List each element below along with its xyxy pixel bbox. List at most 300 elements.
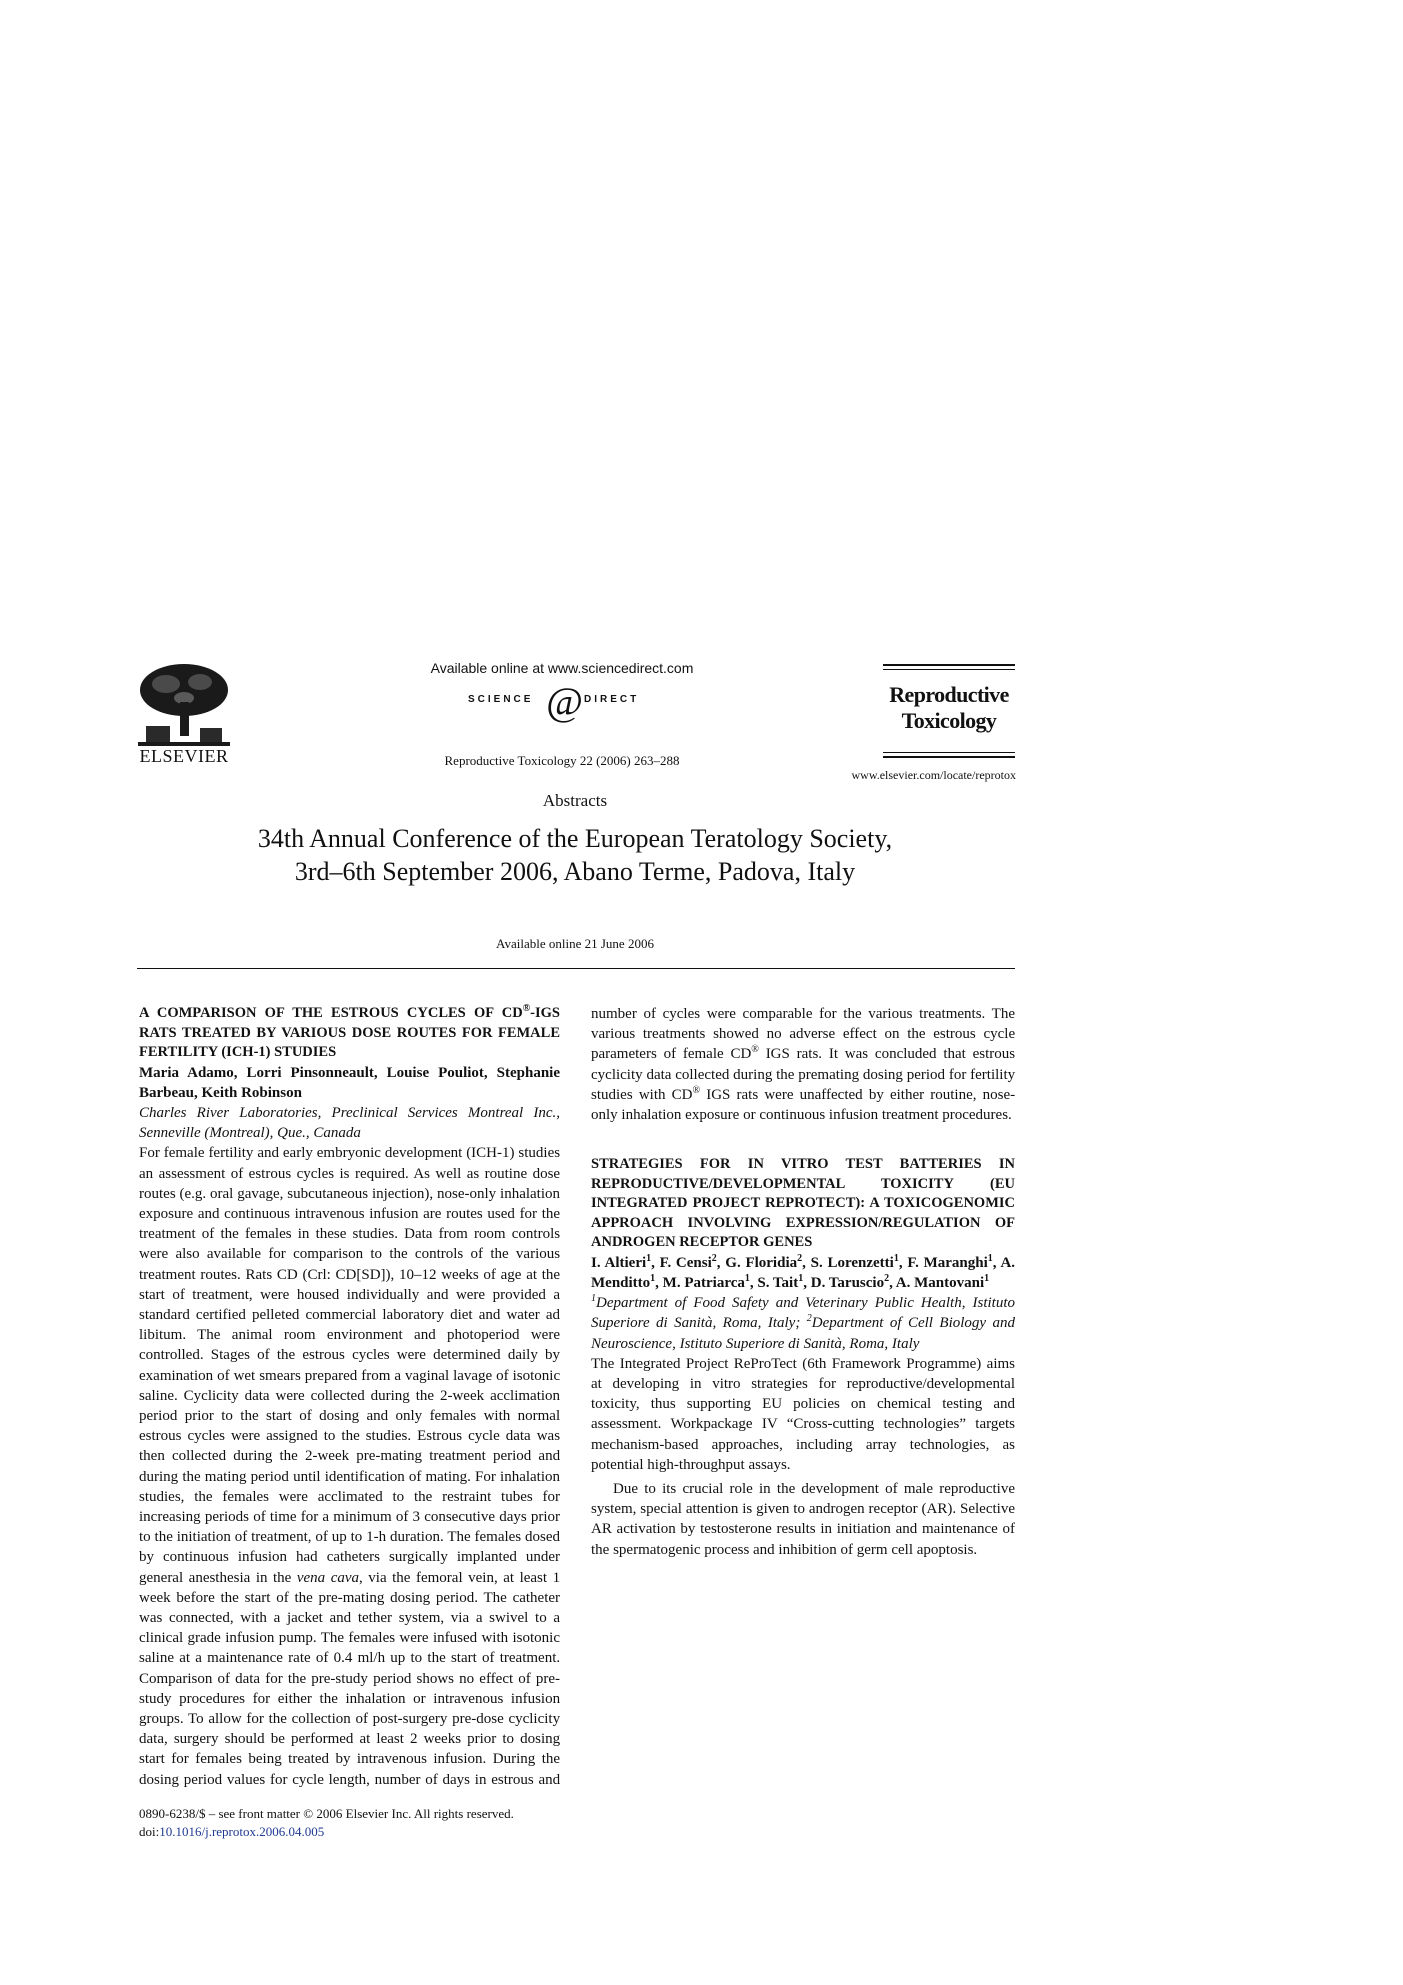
author-name: S. Lorenzetti <box>810 1254 894 1271</box>
abstract-1-body-text <box>436 1327 447 1343</box>
abstract-1-body-text: anesthesia <box>188 1569 251 1586</box>
author-affiliation-marker: 2 <box>797 1252 803 1264</box>
abstract-1-body-text: The <box>320 1630 345 1647</box>
abstract-1-body-text: least <box>519 1569 548 1586</box>
abstract-1-body-text <box>444 1610 451 1626</box>
abstract-1-body-text: studies <box>591 1086 633 1103</box>
abstract-1-body-text: were <box>706 1006 736 1022</box>
abstract-1-body-text: with <box>481 1630 509 1647</box>
author-name: G. Floridia <box>725 1254 798 1271</box>
abstract-1-body-text <box>422 1408 429 1424</box>
abstract-1-body-text: nose-only <box>437 1185 497 1202</box>
abstract-1-body-text: pre-study <box>311 1670 368 1687</box>
abstract-1-body-text: during <box>733 1066 773 1083</box>
abstract-1-body-text: for <box>519 1205 538 1222</box>
abstract-1-body-text: to <box>221 1407 233 1424</box>
abstract-1-body-text <box>318 1549 327 1565</box>
abstract-1-body-text: As <box>413 1165 430 1182</box>
author-affiliation-marker: 1 <box>987 1252 993 1264</box>
abstract-1-body-text <box>351 1610 358 1626</box>
abstract-1-body-text: were <box>764 1086 794 1103</box>
abstract-1-body-text <box>966 1046 973 1062</box>
abstract-1-body-text: exposure <box>139 1205 194 1222</box>
abstract-1-body-text: saline <box>139 1650 174 1667</box>
abstract-1-body-text: and <box>257 1145 279 1162</box>
abstract-1-body-text <box>213 1489 223 1505</box>
abstract-1-body-text: effect <box>479 1670 514 1687</box>
abstract-1-body-text: libitum. <box>139 1327 187 1344</box>
abstract-1-body-text: studies <box>518 1145 561 1162</box>
abstract-1-body-text <box>316 1327 327 1343</box>
author-separator: , <box>651 1254 660 1271</box>
abstract-1-body-text <box>406 1691 414 1707</box>
abstract-1-body-text: required. <box>354 1165 409 1182</box>
author-affiliation-marker: 1 <box>744 1272 750 1284</box>
abstract-1-body-text: females <box>195 1751 242 1768</box>
abstract-1-body-text <box>220 1327 231 1343</box>
abstract-1-body-text: IGS <box>765 1046 790 1063</box>
abstract-1-body-text: females <box>348 1630 396 1647</box>
abstract-1-body-text: the <box>294 1589 313 1606</box>
abstract-1-body-text: infusion <box>369 1205 419 1222</box>
abstract-1-body-text: continuous <box>163 1549 229 1566</box>
registered-mark: ® <box>692 1084 701 1096</box>
abstract-1-body-text: a <box>475 1609 483 1626</box>
abstract-1-body-text <box>270 1347 277 1363</box>
abstract-1-body-text: a <box>394 1367 402 1384</box>
publisher-name: ELSEVIER <box>139 746 229 766</box>
abstract-1-body-text: to <box>323 1428 336 1445</box>
author-separator: , <box>802 1254 811 1271</box>
abstract-1-body-text <box>403 1327 414 1343</box>
abstract-1-body-text: to <box>392 1488 405 1505</box>
abstract-1-body-text: rate <box>288 1650 311 1667</box>
journal-logo-rule <box>883 664 1015 666</box>
abstract-1-body-text: and <box>538 1448 561 1465</box>
abstract-1-body-text: for <box>246 1711 264 1727</box>
journal-url[interactable]: www.elsevier.com/locate/reprotox <box>851 768 1016 782</box>
abstract-1-body-text: cycles <box>187 1428 225 1445</box>
abstract-1-body-text: the <box>220 1589 239 1606</box>
abstract-1-body-text: , <box>359 1569 363 1586</box>
abstract-1-body-text: by <box>139 1549 154 1566</box>
abstract-1-body-text: were <box>399 1630 429 1647</box>
abstract-1-body-text: to <box>410 1650 423 1667</box>
abstract-1-body-text <box>259 1408 266 1424</box>
abstract-1-body-text: for <box>269 1771 288 1788</box>
abstract-1-body-text: of <box>518 1670 531 1687</box>
abstract-1-body-text: available <box>206 1246 262 1263</box>
abstract-1-body-text: of <box>470 1246 484 1263</box>
abstract-1-body-text <box>503 1691 511 1707</box>
abstract-1-body-text: Comparison <box>139 1670 213 1687</box>
abstract-1-body-text: minimum <box>333 1508 392 1525</box>
abstract-1-body-text: time <box>269 1508 297 1525</box>
abstract-1-body-text: the <box>276 1347 296 1364</box>
abstract-1-body-text: rats. <box>796 1046 823 1063</box>
abstract-1-body-text: the <box>220 1226 239 1243</box>
abstract-1-body-text: the <box>776 1066 795 1083</box>
abstract-1-body-text <box>186 1327 197 1343</box>
author-affiliation-marker: 1 <box>798 1272 804 1284</box>
abstract-1-body-text: start <box>244 1589 271 1606</box>
abstract-1-body-text: for <box>265 1670 283 1687</box>
abstract-1-body-text <box>162 1610 169 1626</box>
abstract-1-body-text: groups. <box>139 1711 184 1727</box>
abstract-1-body-text: system, <box>398 1609 445 1626</box>
abstract-1-body-text: allow <box>208 1711 242 1727</box>
abstract-1-body-text: (Crl: <box>302 1266 331 1283</box>
abstract-1-body-text: the <box>319 1690 338 1707</box>
abstract-1-body-text: the <box>194 1488 213 1505</box>
abstract-1-body-text: Estrous <box>417 1428 463 1445</box>
abstract-1-body-text <box>419 1287 426 1303</box>
abstract-1-body-text: exposure <box>685 1107 740 1124</box>
abstract-1-body-text: collected <box>310 1387 365 1404</box>
abstract-1-body-text: the <box>273 1569 292 1586</box>
abstract-1-body-text: fertility <box>208 1145 254 1162</box>
abstract-1-body-text: grade <box>187 1630 221 1647</box>
abstract-1-body-text: or <box>413 1690 426 1707</box>
abstract-1-body-text: various <box>515 1246 561 1263</box>
abstract-1-body-text: to <box>502 1731 515 1748</box>
abstract-1-body-text: of <box>496 1367 509 1384</box>
abstract-1-body-text: these <box>315 1226 347 1243</box>
abstract-1-body-text: routes. <box>200 1266 241 1283</box>
abstract-1-body-text: were <box>275 1387 305 1404</box>
abstract-1-body-text: estrous <box>491 1771 534 1788</box>
abstract-1-body-text <box>520 1327 531 1343</box>
abstract-1-body-text <box>517 1549 526 1565</box>
author-name: A. Menditto <box>591 1254 1016 1291</box>
abstract-1-body-text: females <box>222 1488 269 1505</box>
abstract-1-body-text <box>469 1610 476 1626</box>
abstract-1-body-text: period <box>492 1448 532 1465</box>
abstract-1-body-text: were <box>260 1286 290 1303</box>
abstract-1-body-text: collected <box>675 1066 730 1083</box>
abstract-1-body-text: of <box>234 1529 248 1546</box>
abstract-1-body-text: dosing <box>390 1589 431 1606</box>
abstract-1-body-text: be <box>270 1731 285 1748</box>
abstract-1-body-text: were <box>530 1327 560 1344</box>
abstract-1-body-text: a <box>322 1508 330 1525</box>
abstract-1-body-text: period <box>183 1771 223 1788</box>
registered-mark: ® <box>751 1044 759 1056</box>
abstract-1-body-text: of <box>276 1589 289 1606</box>
abstract-1-body-text: the <box>341 1428 360 1445</box>
abstract-1-body-text: was <box>844 1046 869 1063</box>
abstract-1-body-text: routine <box>484 1165 528 1182</box>
abstract-1-body-text: laboratory <box>382 1306 445 1323</box>
abstract-1-body-text: CD <box>730 1046 752 1063</box>
abstract-1-body-text: only <box>395 1407 423 1424</box>
author-affiliation-marker: 1 <box>650 1272 656 1284</box>
abstract-1-body-text: of <box>315 1650 329 1667</box>
abstract-1-body-text: continuous <box>224 1205 290 1222</box>
abstract-1-body-text: at <box>526 1266 538 1283</box>
abstract-1-body-text: was <box>536 1428 561 1445</box>
abstract-1-body-text: for <box>252 1690 271 1707</box>
abstract-1-body-text: For <box>475 1468 496 1485</box>
abstract-1-body-text: acclimation <box>490 1387 561 1404</box>
abstract-1-body-text <box>267 1610 274 1626</box>
abstract-1-body-text: of <box>483 1266 496 1283</box>
abstract-1-body-text: with <box>240 1609 267 1626</box>
abstract-1-body-text: rats <box>736 1086 759 1103</box>
abstract-1-body-text: in <box>297 1226 310 1243</box>
abstract-1-body-text <box>289 1287 296 1303</box>
abstract-1-body-text <box>463 1246 470 1262</box>
abstract-1-body-text: treatment. <box>499 1650 561 1667</box>
abstract-1-body-text: of <box>482 1650 495 1667</box>
abstract-1-body-text: studies, <box>139 1488 185 1505</box>
abstract-1-body-text: to <box>350 1529 363 1546</box>
abstract-1-body-text: during <box>139 1468 179 1485</box>
abstract-1-body-text: the <box>541 1266 561 1283</box>
abstract-1-body-text: of <box>299 1407 312 1424</box>
abstract-1-body-text: intravenous <box>433 1690 504 1707</box>
abstract-1-body-text: swivel <box>489 1609 529 1626</box>
abstract-1-body-text: for <box>171 1751 189 1768</box>
abstract-1-body-text: of <box>395 1508 409 1525</box>
abstract-1-body-text: of <box>172 1286 185 1303</box>
abstract-1-body-text: normal <box>517 1407 561 1424</box>
abstract-1-body-text: The <box>483 1589 507 1606</box>
abstract-1-body-text: animal <box>231 1327 273 1344</box>
abstract-1-body-text: the <box>413 1488 433 1505</box>
abstract-1-body-text: procedures. <box>942 1107 1012 1124</box>
abstract-1-body-text: routes <box>139 1185 176 1202</box>
abstract-1-body-text: (ICH-1) <box>466 1145 515 1162</box>
author-affiliation-marker: 2 <box>884 1272 890 1284</box>
abstract-1-body-text: collection <box>291 1711 351 1727</box>
abstract-1-body-text: dosing <box>139 1771 180 1788</box>
available-online-line[interactable]: Available online at www.sciencedirect.com <box>430 660 694 676</box>
abstract-1-body-text: intravenous <box>356 1751 427 1768</box>
abstract-1-body-text: by <box>545 1347 561 1364</box>
abstract-1-body-text: data <box>235 1670 261 1687</box>
abstract-1-body-text: CD <box>276 1266 298 1283</box>
author-name: M. Patriarca <box>662 1274 745 1291</box>
abstract-1-body-text: vaginal <box>404 1367 450 1384</box>
abstract-1-body-text: collected <box>171 1448 227 1465</box>
abstract-1-body-text <box>287 1549 296 1565</box>
abstract-1-body-text <box>184 1489 194 1505</box>
sciencedirect-right-word: DIRECT <box>584 694 640 705</box>
abstract-1-body-text <box>308 1489 318 1505</box>
abstract-1-body-text: period <box>250 1468 289 1485</box>
abstract-1-body-text: mating. <box>425 1468 471 1485</box>
abstract-1-body-italic: vena <box>296 1569 326 1586</box>
abstract-1-body-text: days <box>499 1508 527 1525</box>
abstract-1-body-text: mating <box>204 1468 247 1485</box>
abstract-1-body-text: routes <box>446 1205 483 1222</box>
abstract-1-body-text: pelleted <box>251 1306 300 1323</box>
abstract-1-body-text <box>229 1549 238 1565</box>
abstract-1-body-text: of <box>355 1711 368 1727</box>
abstract-1-body-text: The <box>197 1327 221 1344</box>
abstract-1-body-text: prepared <box>304 1367 358 1384</box>
journal-logo-text <box>883 682 1015 734</box>
abstract-1-body-text: weeks <box>441 1266 479 1283</box>
abstract-1-body-text: infused <box>432 1630 478 1647</box>
abstract-1-body-text: pre-mating <box>318 1589 385 1606</box>
abstract-1-body-text: jacket <box>286 1609 323 1626</box>
abstract-1-body-text: Stages <box>210 1347 250 1364</box>
abstract-1-body-text: by <box>868 1086 884 1103</box>
abstract-1-continuation <box>591 1004 1015 1125</box>
abstract-1-body-text: of <box>643 1006 656 1022</box>
abstract-1-body-text <box>380 1549 389 1565</box>
abstract-1-body-text: infusion <box>225 1630 275 1647</box>
abstract-1-body-text: pre-mating <box>356 1448 423 1465</box>
abstract-1-body-text: To <box>188 1711 204 1727</box>
abstract-1-body-text <box>510 1408 517 1424</box>
author-affiliation-marker: 2 <box>711 1252 717 1264</box>
abstract-1-body-text: at <box>359 1731 371 1748</box>
abstract-2-affiliation <box>591 1293 1015 1354</box>
abstract-1-body-text: 3 <box>412 1508 420 1525</box>
abstract-1-body-text: a <box>195 1650 202 1667</box>
abstract-1-title-part: -IGS RATS TREATED BY VARIOUS DOSE ROUTES FOR FEMALE FERTILITY (ICH-1) STUDIES <box>139 1005 560 1060</box>
abstract-1-body-text: treatment <box>881 1107 939 1124</box>
abstract-1-body-text: 0.4 <box>333 1650 353 1667</box>
abstract-1-body-text: the <box>287 1670 307 1687</box>
abstract-1-body-text: effect <box>842 1026 877 1043</box>
abstract-1-body-text: ml/h <box>357 1650 386 1667</box>
abstract-1-body-text: least <box>376 1731 404 1748</box>
abstract-1-body-text: the <box>541 1751 561 1768</box>
abstract-1-body-text: dosing <box>319 1407 360 1424</box>
abstract-1-body-text: length, <box>328 1771 370 1788</box>
abstract-1-body-text: start <box>139 1751 165 1768</box>
abstract-1-body-text: procedures <box>179 1690 245 1707</box>
abstract-1-body-text: infusion <box>510 1690 561 1707</box>
abstract-1-body-text: periods <box>204 1508 249 1525</box>
doi-link[interactable]: 10.1016/j.reprotox.2006.04.005 <box>159 1824 325 1839</box>
abstract-1-body-text: 2-week <box>304 1448 350 1465</box>
abstract-1-body-text: number <box>374 1771 421 1788</box>
abstract-1-body-text: of <box>663 1046 677 1063</box>
abstract-1-body-text: increasing <box>139 1508 201 1525</box>
abstract-1-body-text: estrous <box>302 1347 345 1364</box>
abstract-1-body-text: were <box>230 1428 261 1445</box>
abstract-1-body-text: to <box>370 1246 383 1263</box>
abstract-1-body-text: and <box>426 1286 449 1303</box>
author-name: S. Tait <box>757 1274 799 1291</box>
abstract-1-body-text: data <box>505 1428 531 1445</box>
abstract-1-body-text: post-surgery <box>372 1711 448 1727</box>
available-online-date: Available online 21 June 2006 <box>496 936 654 951</box>
abstract-1-body-text: female <box>682 1046 724 1063</box>
abstract-1-body-text: injection), <box>371 1185 434 1202</box>
abstract-1-body-text: for <box>819 1006 837 1022</box>
abstract-1-body-text <box>509 1246 516 1262</box>
abstract-1-body-text: standard <box>139 1306 190 1323</box>
abstract-1-body-text: then <box>139 1448 165 1465</box>
author-separator: , <box>889 1274 896 1291</box>
conference-title-line2: 3rd–6th September 2006, Abano Terme, Padova, Italy <box>294 857 856 886</box>
abstract-1-body-text: were <box>455 1286 486 1303</box>
abstract-1-body-text: and <box>414 1327 436 1344</box>
abstract-1-body-text: for <box>948 1066 967 1083</box>
abstract-1-body-text: housed <box>296 1286 340 1303</box>
abstract-1-body-text: examination <box>139 1367 214 1384</box>
abstract-1-body-text: are <box>423 1205 442 1222</box>
abstract-1-body-text: of <box>217 1670 230 1687</box>
abstract-1-body-text: is <box>339 1165 350 1182</box>
abstract-1-body-text <box>200 1246 207 1262</box>
abstract-1-body-text: with <box>483 1407 511 1424</box>
author-name: D. Taruscio <box>810 1274 885 1291</box>
abstract-1-body-text: certified <box>195 1306 246 1323</box>
affiliation-marker: 1 <box>591 1293 596 1305</box>
abstract-1-body-text <box>533 1489 543 1505</box>
abstract-1-body-text: treatment <box>139 1266 196 1283</box>
abstract-1-body-text <box>491 1489 501 1505</box>
abstract-1-body-text <box>204 1347 211 1363</box>
abstract-1-body-text: via <box>450 1609 470 1626</box>
abstract-1-body-text: period <box>373 1670 412 1687</box>
journal-logo-line2: Toxicology <box>901 708 997 733</box>
abstract-1-body-text: up <box>331 1529 347 1546</box>
conference-title <box>150 822 1000 888</box>
affiliation-separator: ; <box>795 1315 807 1332</box>
section-label: Abstracts <box>542 791 608 810</box>
abstract-1-body-text: cycle <box>468 1428 500 1445</box>
abstract-1-body-text: controlled. <box>139 1347 204 1364</box>
abstract-1-body-text: individually <box>346 1286 420 1303</box>
abstract-1-body-text: estrous <box>933 1026 976 1043</box>
abstract-1-body-text: being <box>248 1751 282 1768</box>
abstract-1-body-text: Cyclicity <box>183 1387 239 1404</box>
abstract-1-body-text <box>392 1610 399 1626</box>
abstract-1-body-text <box>338 1691 346 1707</box>
author-separator: , <box>992 1254 1001 1271</box>
abstract-1-body-text: diet <box>450 1306 473 1323</box>
abstract-1-body-text <box>448 1549 457 1565</box>
abstract-1-body-text: age <box>500 1266 522 1283</box>
abstract-1-body-text <box>759 1026 767 1042</box>
abstract-1-body-text: surgically <box>389 1549 448 1566</box>
abstract-1-body-text <box>345 1347 352 1363</box>
abstract-1-affiliation: Charles River Laboratories, Preclinical Services Montreal Inc., Senneville (Montreal), Que., Canada <box>139 1104 560 1142</box>
journal-citation: Reproductive Toxicology 22 (2006) 263–288 <box>444 753 680 768</box>
abstract-2-authors <box>591 1253 1015 1293</box>
abstract-1-body-text: It <box>828 1046 839 1063</box>
abstract-1-body-text: from <box>438 1226 468 1243</box>
author-affiliation-marker: 1 <box>646 1252 652 1264</box>
abstract-1-body-text: and <box>329 1609 352 1626</box>
abstract-1-body-text: infusion <box>828 1107 879 1124</box>
abstract-1-body-text <box>790 1046 797 1062</box>
abstract-1-body-text: prior <box>530 1508 561 1525</box>
abstract-1-body-text: room <box>283 1327 316 1344</box>
abstract-1-body-text: females <box>244 1226 292 1243</box>
abstract-1-body-text: either <box>277 1690 312 1707</box>
abstract-1-body-text: the <box>268 1711 287 1727</box>
abstract-1-body-text <box>538 1347 545 1363</box>
abstract-1-body-text: early <box>282 1145 313 1162</box>
abstract-1-body-text: restraint <box>442 1488 492 1505</box>
abstract-1-body-text: had <box>296 1549 318 1566</box>
abstract-2-paragraph-1: The Integrated Project ReProTect (6th Framework Programme) aims at developing in vitro strategies for reproductive/developmental toxicity, thus supporting EU policies on chemical testing and assessment. Workpackage IV “Cross-cutting technologies” targets mechanism-based approaches, including array technologies, as potential high-throughput assays. <box>591 1355 1015 1473</box>
abstract-1-body-text: cycles <box>352 1347 390 1364</box>
abstract-1-body-text: no <box>459 1670 475 1687</box>
abstract-1-body-text: under <box>525 1549 561 1566</box>
abstract-1-body-text: used <box>487 1205 515 1222</box>
abstract-1-body-text: week <box>139 1589 171 1606</box>
